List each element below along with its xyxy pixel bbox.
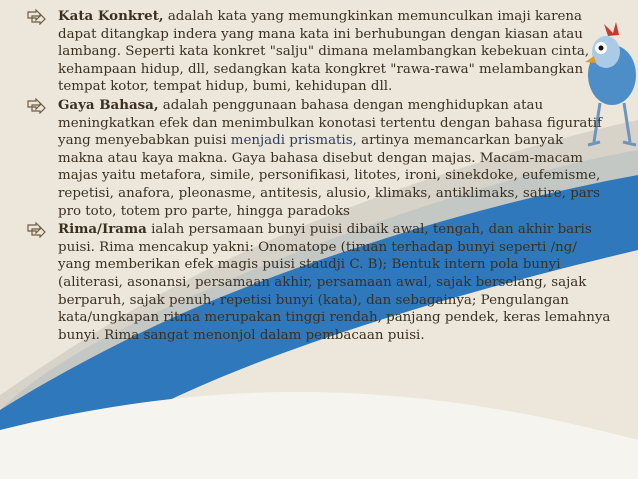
definition-kata-konkret: adalah kata yang memungkinkan memunculkan imaji karena dapat ditangkap indera yang mana kata ini berhubungan dengan kiasan atau lambang. Seperti kata konkret "salju" dimana melambangkan kebekuan cinta, kehampaan hidup, dll, sedangkan kata kongkret "rawa-rawa" melambangkan tempat kotor, tempat hidup, bumi, kehidupan dll. [58, 9, 590, 95]
arrow-bullet-icon [26, 9, 50, 25]
highlight-menjadi-prismatis: menjadi prismatis, [230, 133, 357, 149]
list-item-gaya-bahasa [22, 97, 612, 220]
definition-rima-irama: ialah persamaan bunyi puisi dibaik awal, tengah, dan akhir baris puisi. Rima mencakup yakni: Onomatope (tiruan terhadap bunyi seperti /ng/ yang memberikan efek magis puisi staudji C. B); Bentuk intern pola bunyi (aliterasi, asonansi, persamaan akhir, persamaan awal, sajak berselang, sajak berparuh, sajak penuh, repetisi bunyi (kata), dan sebagainya; Pengulangan kata/ungkapan ritma merupakan tinggi rendah, panjang pendek, keras lemahnya bunyi. Rima sangat menonjol dalam pembacaan puisi. [58, 222, 611, 343]
arrow-bullet-icon [26, 98, 50, 114]
list-item-kata-konkret [22, 8, 612, 96]
term-kata-konkret: Kata Konkret, [58, 8, 164, 24]
term-gaya-bahasa: Gaya Bahasa, [58, 96, 159, 113]
arrow-bullet-icon [26, 222, 50, 238]
list-item-rima-irama [22, 221, 612, 344]
definition-gaya-bahasa-part-a: adalah penggunaan bahasa dengan menghidupkan atau meningkatkan efek dan menimbulkan konotasi tertentu dengan bahasa figuratif yang menyebabkan puisi [58, 97, 602, 149]
term-rima-irama: Rima/Irama [58, 221, 147, 238]
definition-gaya-bahasa-part-b: artinya memancarkan banyak makna atau kaya makna. Gaya bahasa disebut dengan majas. Macam-macam majas yaitu metafora, simile, personifikasi, litotes, ironi, sinekdoke, eufemisme, repetisi, anafora, pleonasme, antitesis, alusio, klimaks, antiklimaks, satire, pars pro toto, totem pro parte, hingga paradoks [58, 133, 601, 219]
slide-content [22, 8, 612, 345]
